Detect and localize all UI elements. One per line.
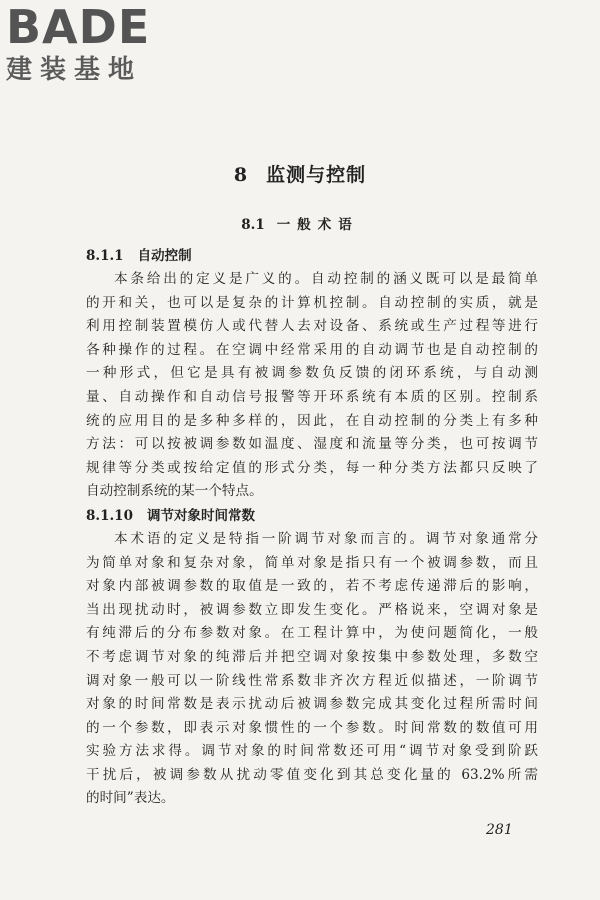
- paragraph-line: 的一个参数，即表示对象惯性的一个参数。时间常数的数值可用: [86, 719, 538, 736]
- chapter-number: 8: [233, 164, 249, 186]
- paragraph-line: 自动控制系统的某一个特点。: [86, 483, 263, 500]
- section-title-text: 一般术语: [276, 217, 359, 233]
- paragraph-line: 干扰后，被调参数从扰动零值变化到其总变化量的 63.2%所需: [86, 766, 538, 783]
- term-number: 8.1.1: [86, 248, 124, 264]
- page-content: [86, 244, 538, 811]
- paragraph-line: 本条给出的定义是广义的。自动控制的涵义既可以是最简单: [114, 271, 538, 287]
- paragraph-line: 为简单对象和复杂对象，简单对象是指只有一个被调参数，而且: [86, 554, 538, 571]
- chapter-title: [0, 160, 600, 187]
- paragraph-line: 的时间”表达。: [86, 790, 175, 807]
- term-heading: [86, 504, 538, 528]
- paragraph-line: 对象内部被调参数的取值是一致的，若不考虑传递滞后的影响，: [86, 578, 538, 595]
- paragraph-line: 调对象一般可以一阶线性常系数非齐次方程近似描述，一阶调节: [86, 672, 538, 689]
- logo-wordmark: BADE: [6, 0, 151, 54]
- logo: [6, 2, 176, 86]
- paragraph-line: 不考虑调节对象的纯滞后并把空调对象按集中参数处理，多数空: [86, 648, 538, 665]
- paragraph-line: 有纯滞后的分布参数对象。在工程计算中，为使问题简化，一般: [86, 625, 538, 642]
- paragraph-line: 利用控制装置模仿人或代替人去对设备、系统或生产过程等进行: [86, 318, 538, 335]
- paragraph-line: 本术语的定义是特指一阶调节对象而言的。调节对象通常分: [114, 530, 538, 547]
- paragraph-line: 的开和关，也可以是复杂的计算机控制。自动控制的实质，就是: [86, 294, 538, 311]
- paragraph-line: 对象的时间常数是表示扰动后被调参数完成其变化过程所需时间: [86, 696, 538, 713]
- paragraph-line: 实验方法求得。调节对象的时间常数还可用“调节对象受到阶跃: [86, 743, 538, 760]
- paragraph-line: 方法：可以按被调参数如温度、湿度和流量等分类，也可按调节: [86, 436, 538, 453]
- chapter-title-text: 监测与控制: [266, 164, 367, 186]
- paragraph-line: 量、自动操作和自动信号报警等开环系统有本质的区别。控制系: [86, 388, 538, 405]
- paragraph-line: 一种形式，但它是具有被调参数负反馈的闭环系统，与自动测: [86, 365, 538, 382]
- paragraph-line: 当出现扰动时，被调参数立即发生变化。严格说来，空调对象是: [86, 601, 538, 618]
- logo-subtitle: 建装基地: [6, 55, 143, 85]
- paragraph-line: 规律等分类或按给定值的形式分类，每一种分类方法都只反映了: [86, 459, 538, 476]
- paragraph-line: 各种操作的过程。在空调中经常采用的自动调节也是自动控制的: [86, 341, 538, 358]
- term-number: 8.1.10: [86, 507, 133, 524]
- paragraph-line: 统的应用目的是多种多样的，因此，在自动控制的分类上有多种: [86, 412, 538, 429]
- page-number: 281: [486, 822, 513, 838]
- term-title: 调节对象时间常数: [146, 507, 255, 524]
- term-title: 自动控制: [137, 248, 192, 264]
- term-heading: [86, 244, 538, 268]
- section-title: [0, 213, 600, 233]
- section-number: 8.1: [241, 217, 265, 233]
